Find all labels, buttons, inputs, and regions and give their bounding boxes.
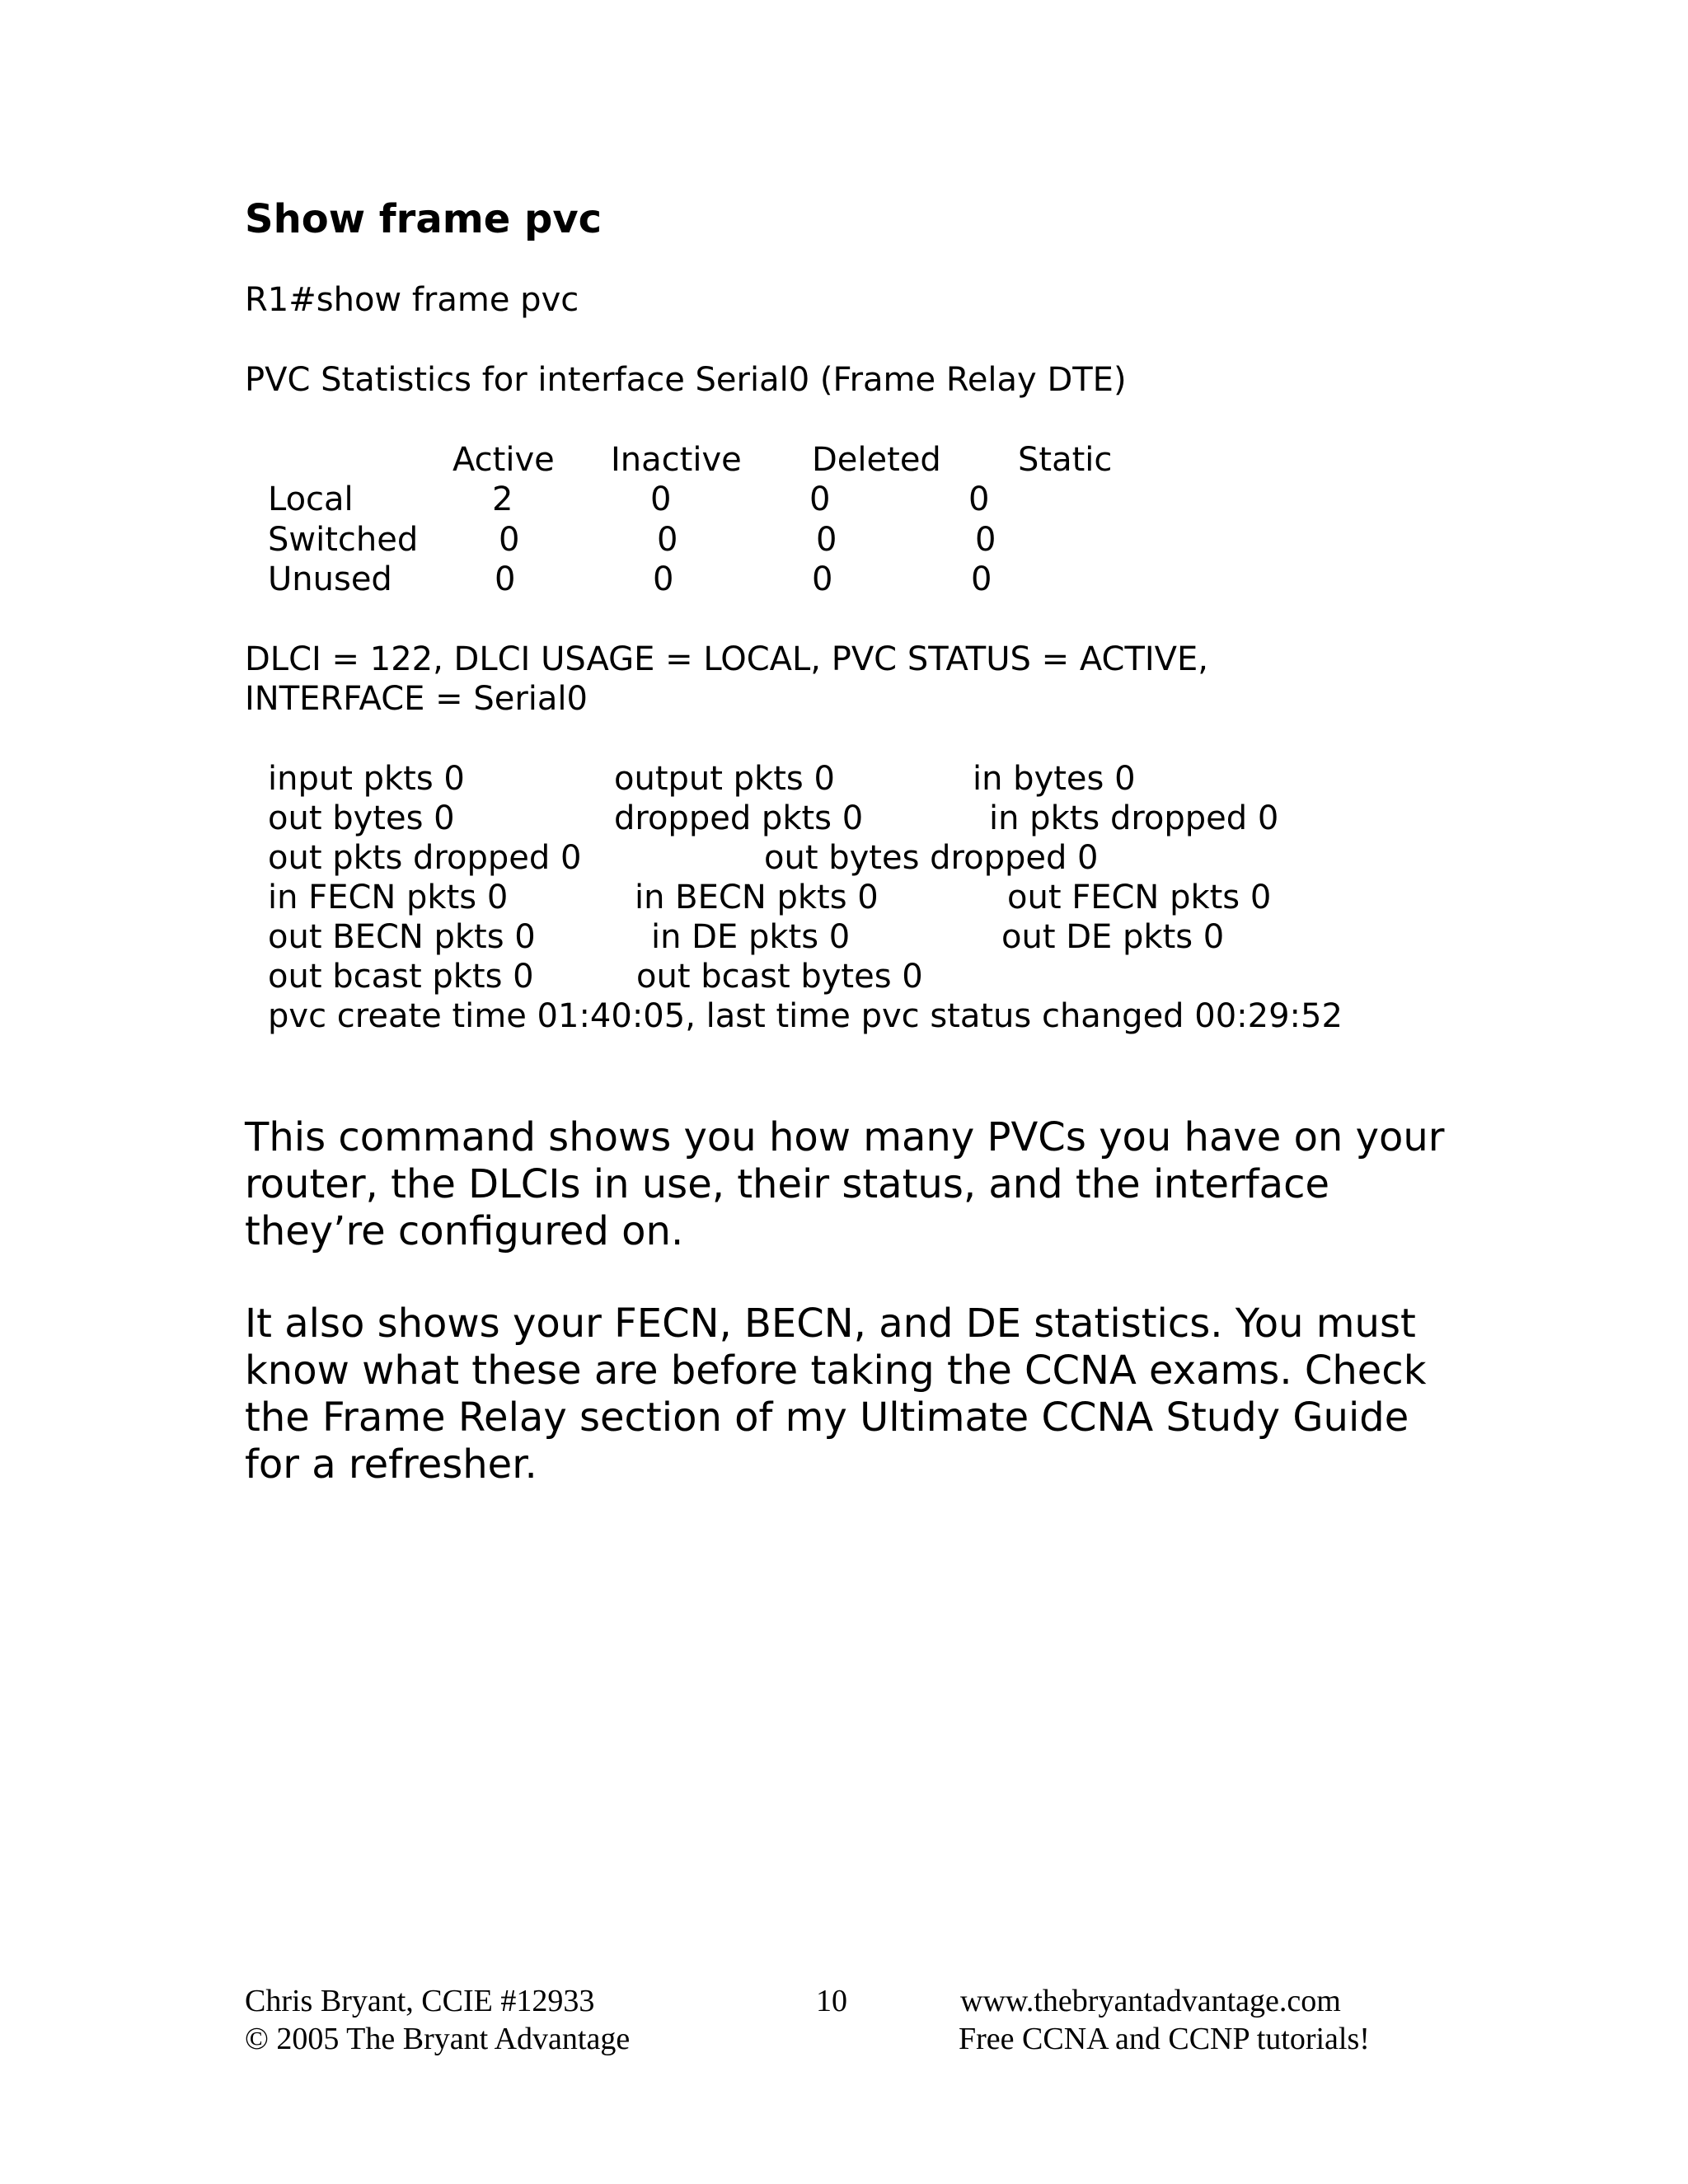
table-cell: 0 bbox=[495, 560, 516, 598]
counter-item: in bytes 0 bbox=[973, 760, 1136, 798]
counter-item: out bcast pkts 0 bbox=[268, 958, 534, 996]
footer-website: www.thebryantadvantage.com bbox=[960, 1984, 1341, 2018]
table-cell: 0 bbox=[975, 521, 996, 559]
counter-item: in BECN pkts 0 bbox=[635, 879, 879, 916]
counter-item: out DE pkts 0 bbox=[1001, 918, 1225, 956]
paragraph-line: This command shows you how many PVCs you have on your bbox=[245, 1114, 1445, 1160]
table-cell: 0 bbox=[812, 560, 833, 598]
table-cell: 0 bbox=[809, 480, 831, 518]
table-cell: 0 bbox=[650, 480, 672, 518]
paragraph-line: the Frame Relay section of my Ultimate CCNA Study Guide bbox=[245, 1394, 1409, 1441]
table-cell: 0 bbox=[968, 480, 990, 518]
counter-item: output pkts 0 bbox=[614, 760, 835, 798]
table-cell: 0 bbox=[499, 521, 520, 559]
col-header-deleted: Deleted bbox=[812, 441, 941, 479]
counter-item: out FECN pkts 0 bbox=[1007, 879, 1272, 916]
paragraph-line: router, the DLCIs in use, their status, and the interface bbox=[245, 1161, 1330, 1207]
counter-item: out bytes 0 bbox=[268, 799, 455, 837]
paragraph-line: It also shows your FECN, BECN, and DE statistics. You must bbox=[245, 1301, 1416, 1347]
interface-line: INTERFACE = Serial0 bbox=[245, 680, 588, 718]
counter-item: out BECN pkts 0 bbox=[268, 918, 536, 956]
footer-author: Chris Bryant, CCIE #12933 bbox=[245, 1984, 595, 2018]
paragraph-line: for a refresher. bbox=[245, 1441, 537, 1488]
counter-item: dropped pkts 0 bbox=[614, 799, 864, 837]
footer-copyright: © 2005 The Bryant Advantage bbox=[245, 2022, 631, 2056]
table-cell: 0 bbox=[816, 521, 837, 559]
cli-command: R1#show frame pvc bbox=[245, 281, 579, 319]
table-cell: 0 bbox=[971, 560, 992, 598]
dlci-line: DLCI = 122, DLCI USAGE = LOCAL, PVC STATUS = ACTIVE, bbox=[245, 640, 1209, 678]
counter-item: in DE pkts 0 bbox=[651, 918, 851, 956]
table-cell: 2 bbox=[492, 480, 513, 518]
row-label-unused: Unused bbox=[268, 560, 392, 598]
stats-title: PVC Statistics for interface Serial0 (Frame Relay DTE) bbox=[245, 361, 1127, 399]
col-header-active: Active bbox=[452, 441, 555, 479]
counter-item: out bytes dropped 0 bbox=[764, 839, 1099, 877]
page-heading: Show frame pvc bbox=[245, 196, 603, 242]
counter-item: in pkts dropped 0 bbox=[989, 799, 1279, 837]
pvc-time-line: pvc create time 01:40:05, last time pvc status changed 00:29:52 bbox=[268, 997, 1343, 1035]
table-cell: 0 bbox=[657, 521, 678, 559]
row-label-local: Local bbox=[268, 480, 354, 518]
row-label-switched: Switched bbox=[268, 521, 419, 559]
table-cell: 0 bbox=[653, 560, 674, 598]
col-header-static: Static bbox=[1018, 441, 1113, 479]
counter-item: input pkts 0 bbox=[268, 760, 465, 798]
counter-item: in FECN pkts 0 bbox=[268, 879, 509, 916]
col-header-inactive: Inactive bbox=[611, 441, 742, 479]
counter-item: out pkts dropped 0 bbox=[268, 839, 582, 877]
page-number: 10 bbox=[816, 1984, 847, 2018]
paragraph-line: know what these are before taking the CCNA exams. Check bbox=[245, 1347, 1427, 1394]
paragraph-line: they’re configured on. bbox=[245, 1208, 684, 1254]
footer-tagline: Free CCNA and CCNP tutorials! bbox=[959, 2022, 1370, 2056]
counter-item: out bcast bytes 0 bbox=[636, 958, 923, 996]
